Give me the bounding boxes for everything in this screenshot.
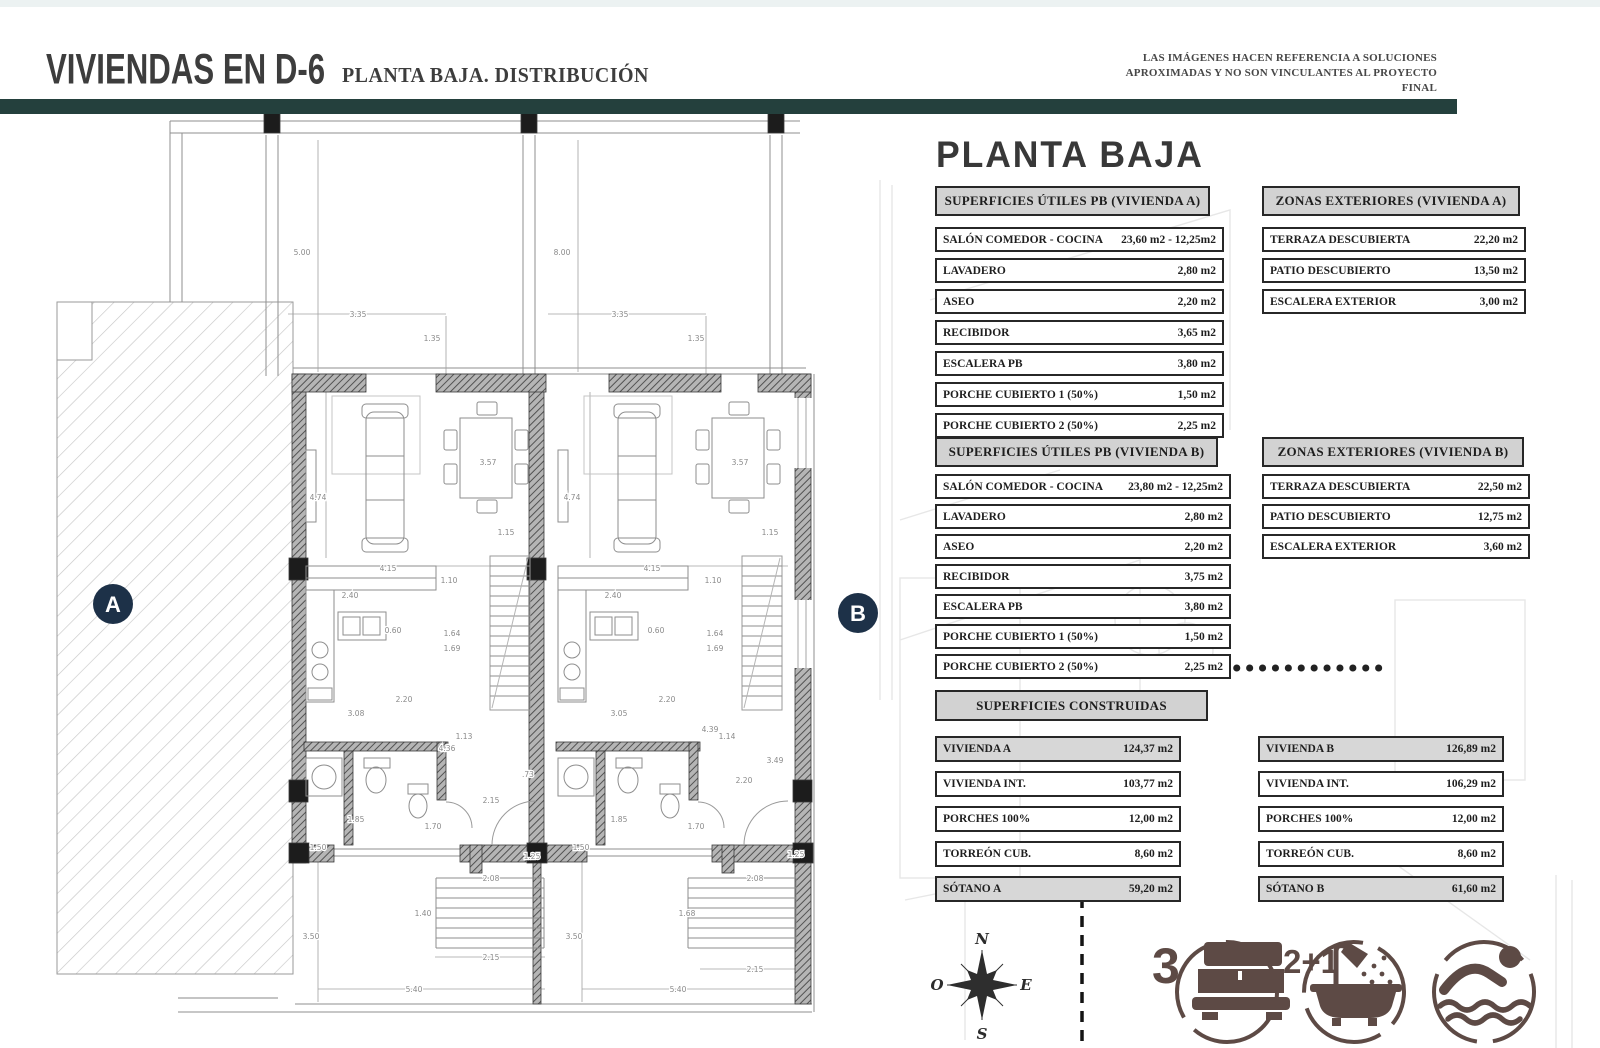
row-value: 22,50 m2	[1477, 480, 1522, 493]
page-subtitle: PLANTA BAJA. DISTRIBUCIÓN	[342, 63, 649, 87]
dim-label: 0.60	[384, 626, 402, 635]
dim-label: 2.40	[604, 591, 622, 600]
panel-heading: PLANTA BAJA	[936, 134, 1204, 175]
row-label: PATIO DESCUBIERTO	[1270, 264, 1391, 277]
row-value: 3,75 m2	[1184, 570, 1223, 583]
row-label: RECIBIDOR	[943, 570, 1010, 583]
dim-label: 1.10	[440, 576, 458, 585]
dim-label: 3.35	[611, 310, 629, 319]
top-strip	[0, 0, 1600, 7]
utiles-b-header: SUPERFICIES ÚTILES PB (VIVIENDA B)	[935, 437, 1218, 467]
unit-b-furniture	[556, 396, 796, 948]
table-row	[935, 504, 1231, 529]
row-label: PORCHE CUBIERTO 1 (50%)	[943, 630, 1098, 643]
table-row	[935, 382, 1224, 407]
compass-east-label: E	[1020, 976, 1032, 994]
table-row	[1258, 876, 1504, 902]
row-value: 103,77 m2	[1123, 778, 1173, 790]
table-row	[1262, 474, 1530, 499]
swimmer-icon	[1440, 946, 1530, 1023]
row-label: SÓTANO B	[1266, 883, 1325, 895]
dim-label: 1.15	[497, 528, 515, 537]
row-value: 61,60 m2	[1451, 883, 1496, 895]
dim-label: 1.35	[423, 334, 441, 343]
row-label: PORCHE CUBIERTO 1 (50%)	[943, 388, 1098, 401]
dim-label: 1.70	[687, 822, 705, 831]
table-row	[935, 771, 1181, 797]
table-row	[935, 876, 1181, 902]
row-label: PATIO DESCUBIERTO	[1270, 510, 1391, 523]
row-label: PORCHE CUBIERTO 2 (50%)	[943, 660, 1098, 673]
table-row	[935, 289, 1224, 314]
terrain-hatch	[57, 302, 293, 998]
dim-label: 3.05	[610, 709, 628, 718]
dim-label: 1.25	[523, 852, 541, 861]
row-label: VIVIENDA A	[943, 743, 1012, 755]
row-value: 22,20 m2	[1473, 233, 1518, 246]
row-value: 2,80 m2	[1177, 264, 1216, 277]
dim-label: 1.85	[610, 815, 628, 824]
dim-label: 3.50	[565, 932, 583, 941]
dim-label: 5.40	[405, 985, 423, 994]
dim-label: 2.15	[482, 796, 500, 805]
dim-label: 2.20	[395, 695, 413, 704]
table-row	[1262, 534, 1530, 559]
disclaimer-text	[1097, 51, 1437, 96]
utiles-a-header: SUPERFICIES ÚTILES PB (VIVIENDA A)	[935, 186, 1210, 216]
table-row	[935, 351, 1224, 376]
row-label: VIVIENDA INT.	[1266, 778, 1349, 790]
dim-label: 1.14	[718, 732, 736, 741]
dim-label: 1.64	[706, 629, 724, 638]
row-value: 2,25 m2	[1177, 419, 1216, 432]
bedrooms-count: 3	[1152, 938, 1180, 994]
dim-label: 1.68	[678, 909, 696, 918]
dim-label: 2.15	[482, 953, 500, 962]
dim-label: 4.39	[701, 725, 719, 734]
construidas-b-table	[1258, 736, 1504, 902]
page-title: VIVIENDAS EN D-6	[46, 46, 326, 94]
dim-label: 1.35	[687, 334, 705, 343]
dim-label: 4.74	[309, 493, 327, 502]
dim-label: 1.69	[706, 644, 724, 653]
dim-label: 1.69	[443, 644, 461, 653]
dim-label: 3.49	[766, 756, 784, 765]
table-row	[1262, 504, 1530, 529]
row-value: 1,50 m2	[1184, 630, 1223, 643]
table-row	[935, 227, 1224, 252]
row-value: 106,29 m2	[1446, 778, 1496, 790]
row-label: TORREÓN CUB.	[943, 848, 1031, 860]
table-row	[935, 564, 1231, 589]
table-row	[1262, 258, 1526, 283]
zonas-a-table	[1262, 227, 1526, 314]
table-row	[935, 736, 1181, 762]
unit-a-label: A	[105, 592, 121, 617]
bathrooms-count: 2+1	[1283, 943, 1339, 980]
zonas-b-table	[1262, 474, 1530, 559]
row-value: 23,60 m2 - 12,25m2	[1121, 233, 1216, 246]
table-row	[935, 594, 1231, 619]
amenity-icons	[1152, 924, 1542, 1048]
dim-label: 1.50	[572, 843, 590, 852]
dim-label: 5.40	[669, 985, 687, 994]
row-label: ESCALERA PB	[943, 600, 1023, 613]
row-value: 23,80 m2 - 12,25m2	[1128, 480, 1223, 493]
row-value: 2,80 m2	[1184, 510, 1223, 523]
table-row	[935, 534, 1231, 559]
dim-label: 2.08	[746, 874, 764, 883]
row-label: LAVADERO	[943, 264, 1006, 277]
row-label: PORCHES 100%	[943, 813, 1031, 825]
zonas-a-header: ZONAS EXTERIORES (VIVIENDA A)	[1262, 186, 1520, 216]
dim-label: 2.20	[735, 776, 753, 785]
row-label: VIVIENDA B	[1266, 743, 1335, 755]
compass-north-label: N	[975, 930, 989, 948]
accent-bar	[0, 99, 1457, 114]
table-row	[1262, 289, 1526, 314]
dim-label: 3.35	[349, 310, 367, 319]
row-value: 8,60 m2	[1457, 848, 1496, 860]
dim-label: 1.40	[414, 909, 432, 918]
unit-a-badge	[93, 584, 133, 624]
row-value: 12,00 m2	[1451, 813, 1496, 825]
compass-rose	[930, 930, 1032, 1043]
row-value: 8,60 m2	[1134, 848, 1173, 860]
unit-b-badge	[838, 593, 878, 633]
disclaimer-line-2: APROXIMADAS Y NO SON VINCULANTES AL PROYECTO FINAL	[1125, 67, 1437, 94]
dim-label: 1.50	[309, 843, 327, 852]
row-label: RECIBIDOR	[943, 326, 1010, 339]
table-row	[935, 654, 1231, 679]
table-row	[1258, 771, 1504, 797]
dim-label: 3.08	[347, 709, 365, 718]
table-row	[935, 320, 1224, 345]
construidas-a-table	[935, 736, 1181, 902]
dim-label: 2.08	[482, 874, 500, 883]
row-label: SALÓN COMEDOR - COCINA	[943, 480, 1104, 493]
dimension-labels	[294, 248, 805, 994]
compass-south-label: S	[976, 1025, 988, 1043]
bed-icon	[1192, 942, 1290, 1020]
row-label: TERRAZA DESCUBIERTA	[1270, 480, 1411, 493]
row-value: 1,50 m2	[1177, 388, 1216, 401]
dim-label: 0.60	[647, 626, 665, 635]
table-row	[935, 258, 1224, 283]
dim-label: 1.64	[443, 629, 461, 638]
row-label: ASEO	[943, 540, 975, 553]
table-row	[1258, 841, 1504, 867]
dim-label: 3.50	[302, 932, 320, 941]
row-value: 3,65 m2	[1177, 326, 1216, 339]
row-label: TORREÓN CUB.	[1266, 848, 1354, 860]
row-value: 3,00 m2	[1479, 295, 1518, 308]
dim-label: 3.57	[731, 458, 749, 467]
row-label: ESCALERA PB	[943, 357, 1023, 370]
row-value: 3,80 m2	[1184, 600, 1223, 613]
utiles-a-table	[935, 227, 1224, 438]
table-row	[935, 413, 1224, 438]
row-value: 126,89 m2	[1446, 743, 1496, 755]
row-value: 12,00 m2	[1128, 813, 1173, 825]
dim-label: 1.10	[704, 576, 722, 585]
unit-b-label: B	[850, 601, 866, 626]
row-value: 124,37 m2	[1123, 743, 1173, 755]
dim-label: 3.57	[479, 458, 497, 467]
row-label: ASEO	[943, 295, 975, 308]
row-label: TERRAZA DESCUBIERTA	[1270, 233, 1411, 246]
construidas-header: SUPERFICIES CONSTRUIDAS	[935, 690, 1208, 721]
row-value: 2,25 m2	[1184, 660, 1223, 673]
dim-label: 1.15	[761, 528, 779, 537]
dim-label: 4.15	[379, 564, 397, 573]
table-row	[1258, 736, 1504, 762]
compass-west-label: O	[930, 976, 944, 994]
dim-label: 1.25	[787, 850, 805, 859]
row-label: ESCALERA EXTERIOR	[1270, 295, 1397, 308]
dim-label: .73	[522, 770, 534, 779]
table-row	[935, 624, 1231, 649]
dim-label: 4.36	[438, 744, 456, 753]
row-label: PORCHES 100%	[1266, 813, 1354, 825]
row-label: SÓTANO A	[943, 883, 1002, 895]
row-value: 59,20 m2	[1128, 883, 1173, 895]
row-value: 2,20 m2	[1184, 540, 1223, 553]
table-row	[1258, 806, 1504, 832]
row-value: 12,75 m2	[1477, 510, 1522, 523]
row-value: 2,20 m2	[1177, 295, 1216, 308]
table-row	[935, 841, 1181, 867]
row-value: 3,80 m2	[1177, 357, 1216, 370]
disclaimer-line-1: LAS IMÁGENES HACEN REFERENCIA A SOLUCIONES	[1142, 52, 1437, 64]
table-row	[935, 806, 1181, 832]
dim-label: 2.15	[746, 965, 764, 974]
dim-label: 1.85	[347, 815, 365, 824]
dim-label: 5.00	[293, 248, 311, 257]
dim-label: 4.74	[563, 493, 581, 502]
row-value: 3,60 m2	[1483, 540, 1522, 553]
dim-label: 1.13	[455, 732, 473, 741]
row-label: PORCHE CUBIERTO 2 (50%)	[943, 419, 1098, 432]
table-row	[1262, 227, 1526, 252]
dim-label: 2.40	[341, 591, 359, 600]
row-value: 13,50 m2	[1473, 264, 1518, 277]
dim-label: 1.70	[424, 822, 442, 831]
zonas-b-header: ZONAS EXTERIORES (VIVIENDA B)	[1262, 437, 1524, 467]
unit-a-furniture	[304, 396, 544, 948]
table-row	[935, 474, 1231, 499]
dim-label: 4.15	[643, 564, 661, 573]
row-label: SALÓN COMEDOR - COCINA	[943, 233, 1104, 246]
dim-label: 8.00	[553, 248, 571, 257]
row-label: VIVIENDA INT.	[943, 778, 1026, 790]
row-label: LAVADERO	[943, 510, 1006, 523]
dim-label: 2.20	[658, 695, 676, 704]
row-label: ESCALERA EXTERIOR	[1270, 540, 1397, 553]
utiles-b-table	[935, 474, 1231, 679]
